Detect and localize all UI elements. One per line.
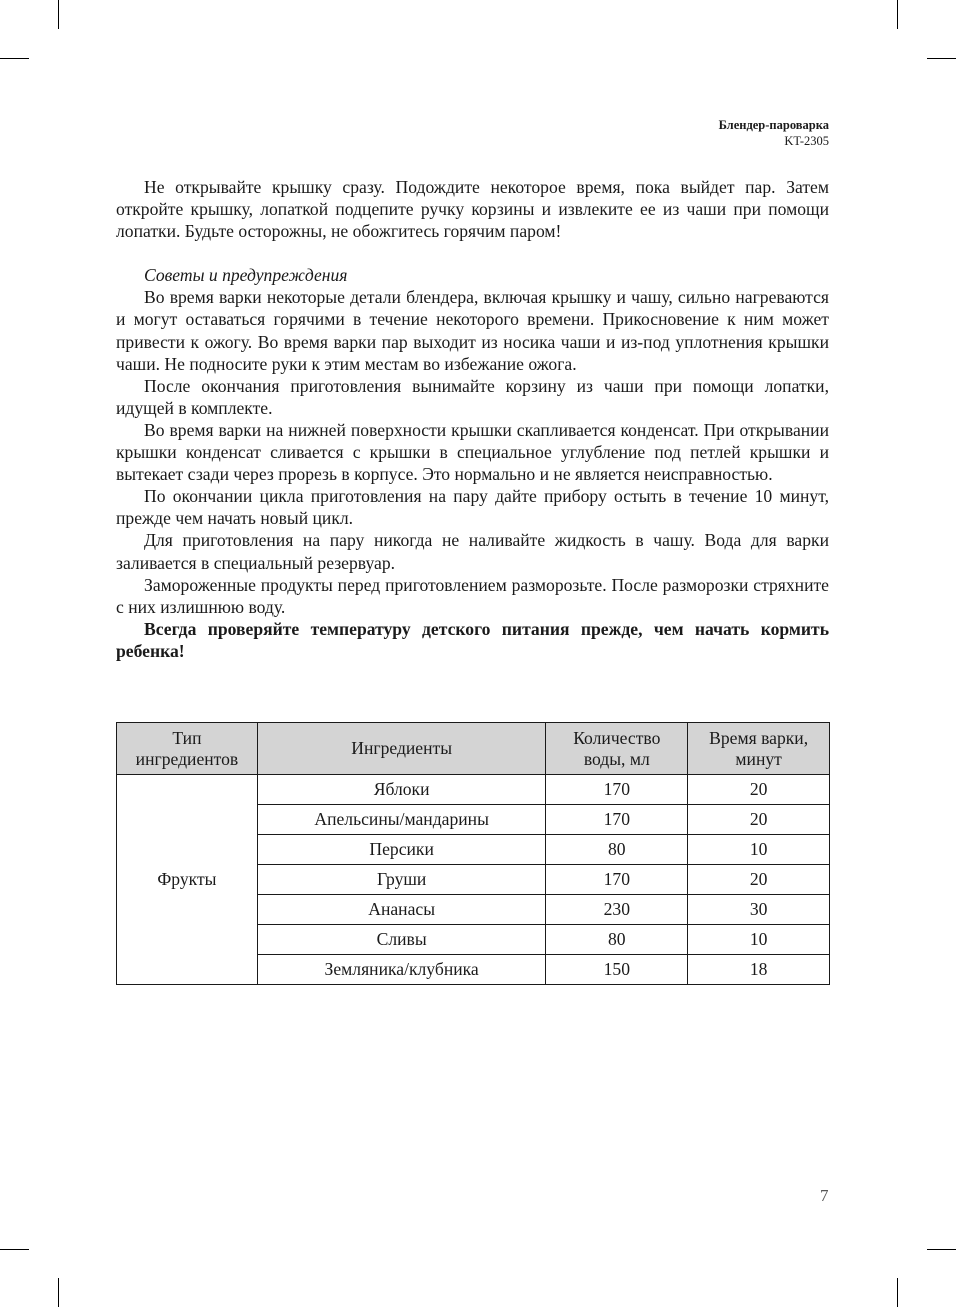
time-cell: 18: [688, 955, 830, 985]
ingredient-cell: Земляника/клубника: [257, 955, 545, 985]
paragraph-hot-parts: Во время варки некоторые детали блендера, включая крышку и чашу, сильно нагреваются и могут оставаться горячими в течение некоторого времени. Прикосновение к ним может привести к ожогу. Во время варки пар выходит из носика чаши и из-под уплотнения крышки чаши. Не подносите руки к этим местам во избежание ожога.: [116, 287, 829, 374]
table-row: [117, 775, 830, 805]
crop-mark-top-right-h: [927, 58, 956, 59]
crop-mark-top-left-h: [0, 58, 29, 59]
paragraph-warning: Всегда проверяйте температуру детского питания прежде, чем начать кормить ребенка!: [116, 618, 829, 661]
running-header: [719, 117, 829, 149]
crop-mark-bottom-right-h: [927, 1249, 956, 1250]
product-model: KT-2305: [784, 134, 829, 148]
water-cell: 170: [546, 775, 688, 805]
crop-mark-bottom-left-v: [58, 1278, 59, 1307]
ingredient-cell: Апельсины/мандарины: [257, 805, 545, 835]
water-cell: 170: [546, 805, 688, 835]
paragraph-opening-lid: Не открывайте крышку сразу. Подождите некоторое время, пока выйдет пар. Затем откройте крышку, лопаткой подцепите ручку корзины и извлеките ее из чаши при помощи лопатки. Будьте осторожны, не обожгитесь горячим паром!: [116, 177, 829, 242]
page-number: 7: [820, 1186, 829, 1205]
group-cell: Фрукты: [117, 775, 258, 985]
crop-mark-top-left-v: [58, 0, 59, 29]
paragraph-condensate: Во время варки на нижней поверхности крышки скапливается конденсат. При открывании крышки конденсат сливается с крышки в специальное углубление под петлей крышки и вытекает сзади через прорезь в корпусе. Это нормально и не является неисправностью.: [116, 419, 829, 485]
body-text: [116, 176, 829, 662]
time-cell: 10: [688, 925, 830, 955]
section-subheading: Советы и предупреждения: [144, 265, 348, 286]
paragraph-cooldown: По окончании цикла приготовления на пару дайте прибору остыть в течение 10 минут, прежде чем начать новый цикл.: [116, 486, 829, 529]
water-cell: 170: [546, 865, 688, 895]
ingredient-cell: Ананасы: [257, 895, 545, 925]
water-cell: 230: [546, 895, 688, 925]
ingredient-cell: Груши: [257, 865, 545, 895]
header-ingredients: Ингредиенты: [257, 723, 545, 775]
product-title: Блендер-пароварка: [718, 118, 829, 132]
table-header-row: [117, 723, 830, 775]
header-time: Время варки, минут: [688, 723, 830, 775]
ingredient-cell: Яблоки: [257, 775, 545, 805]
time-cell: 20: [688, 805, 830, 835]
water-cell: 80: [546, 835, 688, 865]
crop-mark-top-right-v: [897, 0, 898, 29]
paragraph-frozen-food: Замороженные продукты перед приготовлением разморозьте. После разморозки стряхните с них излишнюю воду.: [116, 574, 829, 617]
time-cell: 10: [688, 835, 830, 865]
paragraph-remove-basket: После окончания приготовления вынимайте корзину из чаши при помощи лопатки, идущей в комплекте.: [116, 375, 829, 418]
crop-mark-bottom-right-v: [897, 1278, 898, 1307]
cooking-table: [116, 722, 830, 985]
crop-mark-bottom-left-h: [0, 1249, 29, 1250]
water-cell: 80: [546, 925, 688, 955]
ingredient-cell: Персики: [257, 835, 545, 865]
time-cell: 20: [688, 865, 830, 895]
header-water: Количество воды, мл: [546, 723, 688, 775]
ingredient-cell: Сливы: [257, 925, 545, 955]
paragraph-water-reservoir: Для приготовления на пару никогда не наливайте жидкость в чашу. Вода для варки заливается в специальный резервуар.: [116, 530, 829, 573]
time-cell: 20: [688, 775, 830, 805]
time-cell: 30: [688, 895, 830, 925]
header-type: Тип ингредиентов: [117, 723, 258, 775]
water-cell: 150: [546, 955, 688, 985]
